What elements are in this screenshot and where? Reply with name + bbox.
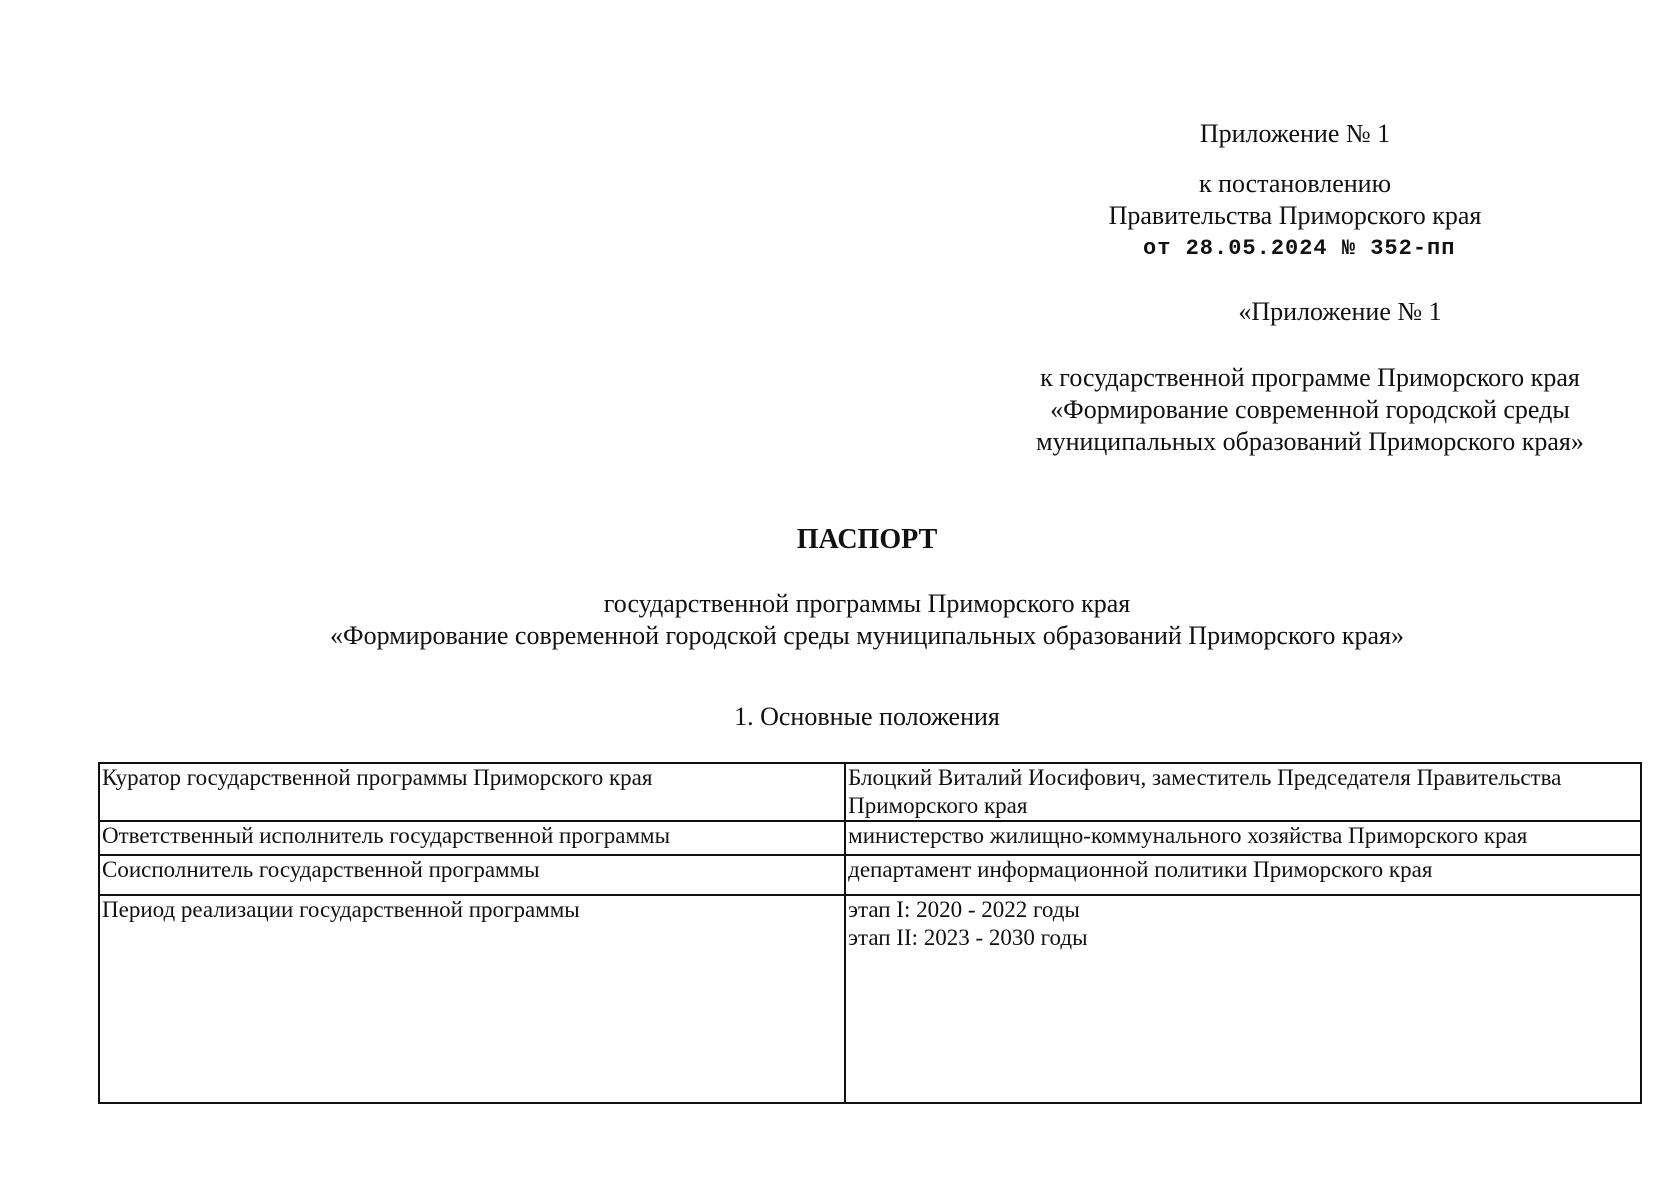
- quoted-appendix-title: «Приложение № 1: [1238, 297, 1442, 326]
- passport-subtitle: [250, 588, 1484, 652]
- row-label: Куратор государственной программы Приморского края: [99, 763, 845, 821]
- table-row: [99, 821, 1641, 855]
- row-label: Период реализации государственной программы: [99, 895, 845, 1103]
- passport-subtitle-line-2: «Формирование современной городской среды муниципальных образований Приморского края»: [330, 621, 1404, 650]
- main-provisions-table: [98, 762, 1642, 1104]
- table-row: [99, 895, 1641, 1103]
- program-line-3: муниципальных образований Приморского края»: [1036, 427, 1584, 456]
- program-reference: [1000, 362, 1620, 458]
- section-heading: 1. Основные положения: [734, 702, 1000, 731]
- program-line-2: «Формирование современной городской среды: [1050, 395, 1570, 424]
- passport-subtitle-line-1: государственной программы Приморского края: [603, 589, 1131, 618]
- row-value-line: Приморского края: [848, 793, 1028, 818]
- resolution-line-2: Правительства Приморского края: [1108, 201, 1482, 230]
- row-value: департамент информационной политики Приморского края: [845, 855, 1641, 895]
- program-line-1: к государственной программе Приморского края: [1040, 363, 1580, 392]
- appendix-title: Приложение № 1: [1199, 119, 1391, 148]
- table-row: [99, 855, 1641, 895]
- row-value-line: Блоцкий Виталий Иосифович, заместитель Председателя Правительства: [848, 765, 1562, 790]
- resolution-reference: [1090, 168, 1500, 232]
- row-label: Ответственный исполнитель государственной программы: [99, 821, 845, 855]
- row-value: [845, 763, 1641, 821]
- passport-title: ПАСПОРТ: [796, 524, 938, 555]
- row-value: министерство жилищно-коммунального хозяйства Приморского края: [845, 821, 1641, 855]
- row-value: [845, 895, 1641, 1103]
- table-row: [99, 763, 1641, 821]
- resolution-date-stamp: от 28.05.2024 № 352-пп: [1143, 236, 1456, 261]
- row-value-line: этап I: 2020 - 2022 годы: [848, 897, 1080, 922]
- row-value-line: этап II: 2023 - 2030 годы: [848, 925, 1088, 950]
- resolution-line-1: к постановлению: [1198, 169, 1392, 198]
- row-label: Соисполнитель государственной программы: [99, 855, 845, 895]
